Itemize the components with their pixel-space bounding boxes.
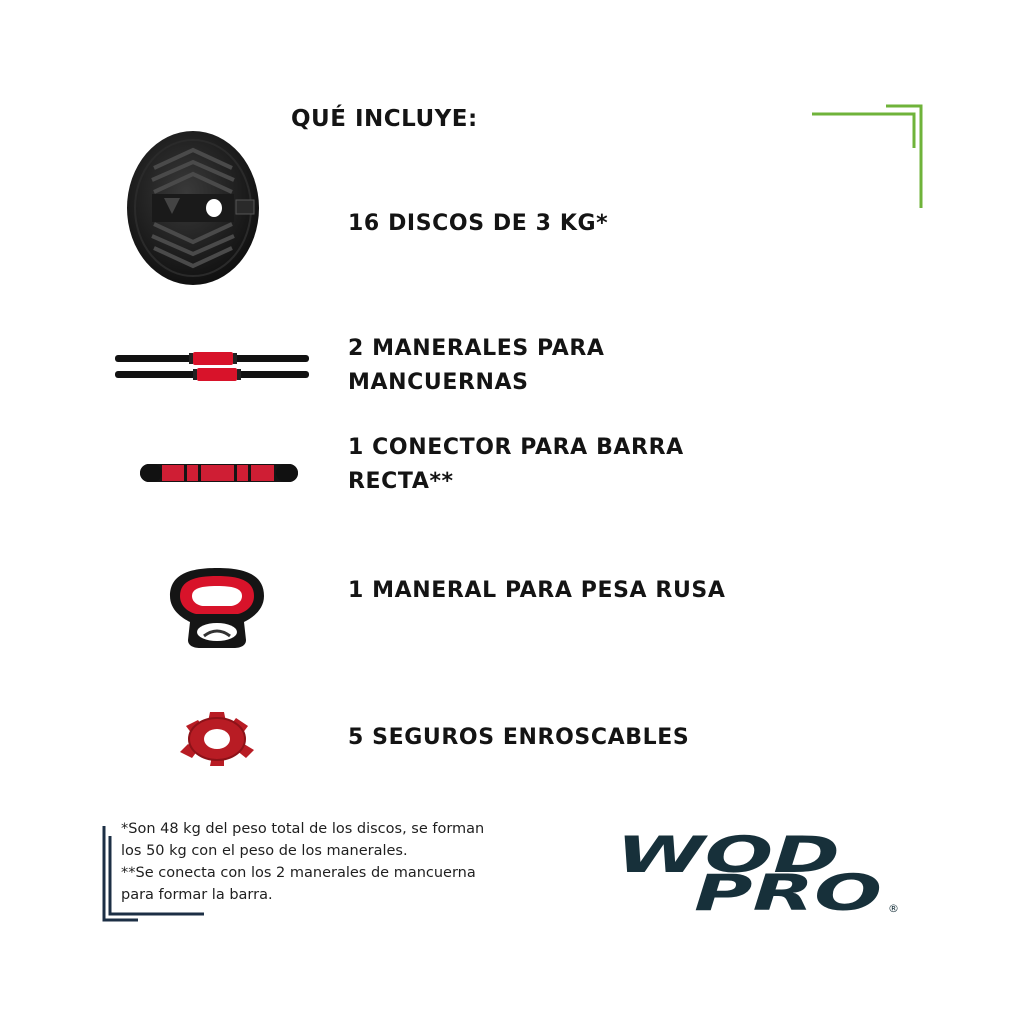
item-label-line: 1 MANERAL PARA PESA RUSA — [348, 578, 726, 603]
footnote — [121, 818, 541, 906]
item-label-line: 5 SEGUROS ENROSCABLES — [348, 725, 690, 750]
kettlebell-handle-image — [160, 566, 274, 650]
footnote-line: **Se conecta con los 2 manerales de mancuerna — [121, 865, 476, 881]
dumbbell-handles-image — [113, 348, 311, 388]
logo-line-pro: PRO — [694, 864, 882, 916]
spin-lock-collar-image — [178, 710, 256, 768]
item-label-line: 1 CONECTOR PARA BARRA — [348, 435, 684, 460]
footnote-line: los 50 kg con el peso de los manerales. — [121, 843, 408, 859]
bar-connector-image — [138, 461, 300, 487]
item-label-spin-locks — [348, 721, 689, 755]
item-label-line: 16 DISCOS DE 3 KG* — [348, 211, 609, 236]
footnote-line: para formar la barra. — [121, 887, 273, 903]
logo-line-wod: WOD — [616, 830, 840, 884]
item-label-bar-connector — [348, 431, 684, 499]
item-label-line: MANCUERNAS — [348, 370, 529, 395]
wodpro-logo — [612, 830, 902, 916]
item-label-line: RECTA** — [348, 469, 454, 494]
weight-plate-image — [124, 128, 262, 288]
corner-decoration-top-right — [810, 104, 926, 210]
item-label-line: 2 MANERALES PARA — [348, 336, 605, 361]
page-title: QUÉ INCLUYE: — [291, 106, 478, 132]
registered-mark: ® — [888, 902, 899, 915]
item-label-discs — [348, 207, 608, 241]
footnote-line: *Son 48 kg del peso total de los discos, se forman — [121, 821, 485, 837]
item-label-kettlebell-handle — [348, 574, 726, 608]
item-label-dumbbell-handles — [348, 332, 605, 400]
